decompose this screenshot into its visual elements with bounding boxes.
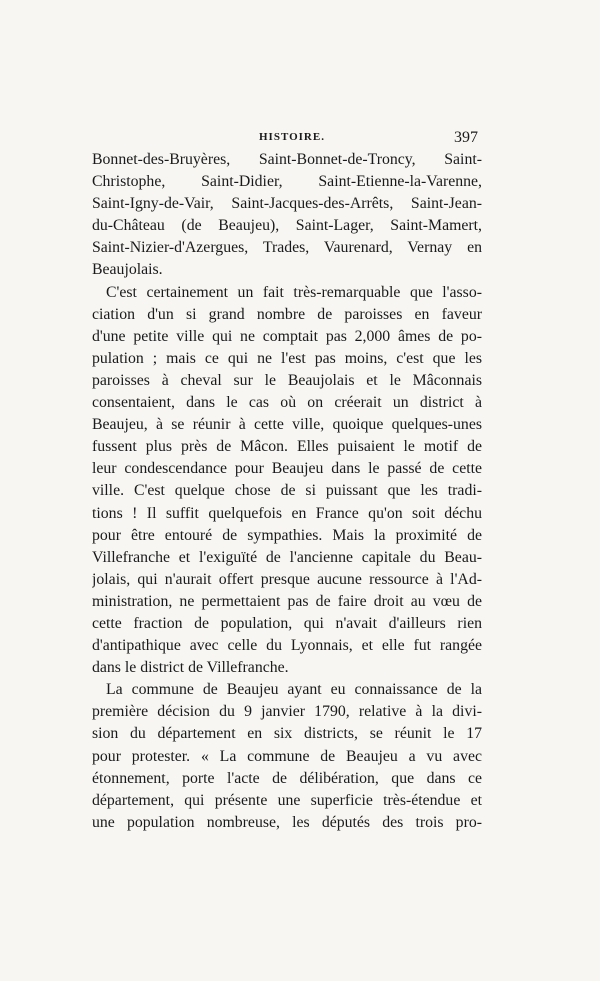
- text-line: département, qui présente une superficie très-étendue et: [92, 791, 482, 809]
- text-line: Bonnet-des-Bruyères, Saint-Bonnet-de-Troncy, Saint-: [92, 151, 482, 168]
- text-line: d'une petite ville qui ne comptait pas 2,000 âmes de po-: [92, 327, 482, 345]
- text-line: Beaujolais.: [92, 261, 163, 279]
- text-line: du-Château (de Beaujeu), Saint-Lager, Saint-Mamert,: [92, 217, 482, 235]
- text-line: fussent plus près de Mâcon. Elles puisaient le motif de: [92, 438, 482, 456]
- text-line: leur condescendance pour Beaujeu dans le passé de cette: [92, 460, 482, 478]
- text-line: Beaujeu, à se réunir à cette ville, quoique quelques-unes: [92, 416, 482, 434]
- text-line: paroisses à cheval sur le Beaujolais et le Mâconnais: [92, 371, 482, 389]
- text-line: cette fraction de population, qui n'avait d'ailleurs rien: [92, 614, 482, 632]
- page-number: 397: [454, 129, 478, 146]
- text-line: ville. C'est quelque chose de si puissant que les tradi-: [92, 482, 482, 500]
- text-line: jolais, qui n'aurait offert presque aucune ressource à l'Ad-: [92, 570, 482, 588]
- text-line: première décision du 9 janvier 1790, relative à la divi-: [92, 703, 482, 721]
- running-title: HISTOIRE.: [259, 131, 325, 143]
- text-line: C'est certainement un fait très-remarquable que l'asso-: [106, 283, 482, 301]
- text-line: pour protester. « La commune de Beaujeu a vu avec: [92, 747, 482, 765]
- text-line: Villefranche et l'exiguïté de l'ancienne capitale du Beau-: [92, 548, 482, 566]
- text-line: consentaient, dans le cas où on créerait un district à: [92, 394, 482, 412]
- page-header: [92, 129, 482, 149]
- text-line: Saint-Igny-de-Vair, Saint-Jacques-des-Arrêts, Saint-Jean-: [92, 195, 482, 213]
- text-line: tions ! Il suffit quelquefois en France qu'on soit déchu: [92, 504, 482, 522]
- body-text: [92, 149, 482, 834]
- text-line: d'antipathique avec celle du Lyonnais, et elle fut rangée: [92, 637, 482, 655]
- text-line: pulation ; mais ce qui ne l'est pas moins, c'est que les: [92, 349, 482, 367]
- text-line: étonnement, porte l'acte de délibération, que dans ce: [92, 769, 482, 787]
- text-line: ministration, ne permettaient pas de faire droit au vœu de: [92, 592, 482, 610]
- text-line: sion du département en six districts, se réunit le 17: [92, 725, 482, 743]
- text-line: Christophe, Saint-Didier, Saint-Etienne-la-Varenne,: [92, 173, 482, 191]
- text-line: Saint-Nizier-d'Azergues, Trades, Vaurenard, Vernay en: [92, 239, 482, 257]
- text-line: dans le district de Villefranche.: [92, 659, 289, 677]
- text-line: pour être entouré de sympathies. Mais la proximité de: [92, 526, 482, 544]
- text-line: ciation d'un si grand nombre de paroisses en faveur: [92, 305, 482, 323]
- text-line: La commune de Beaujeu ayant eu connaissance de la: [106, 681, 482, 699]
- text-line: une population nombreuse, les députés des trois pro-: [92, 813, 482, 831]
